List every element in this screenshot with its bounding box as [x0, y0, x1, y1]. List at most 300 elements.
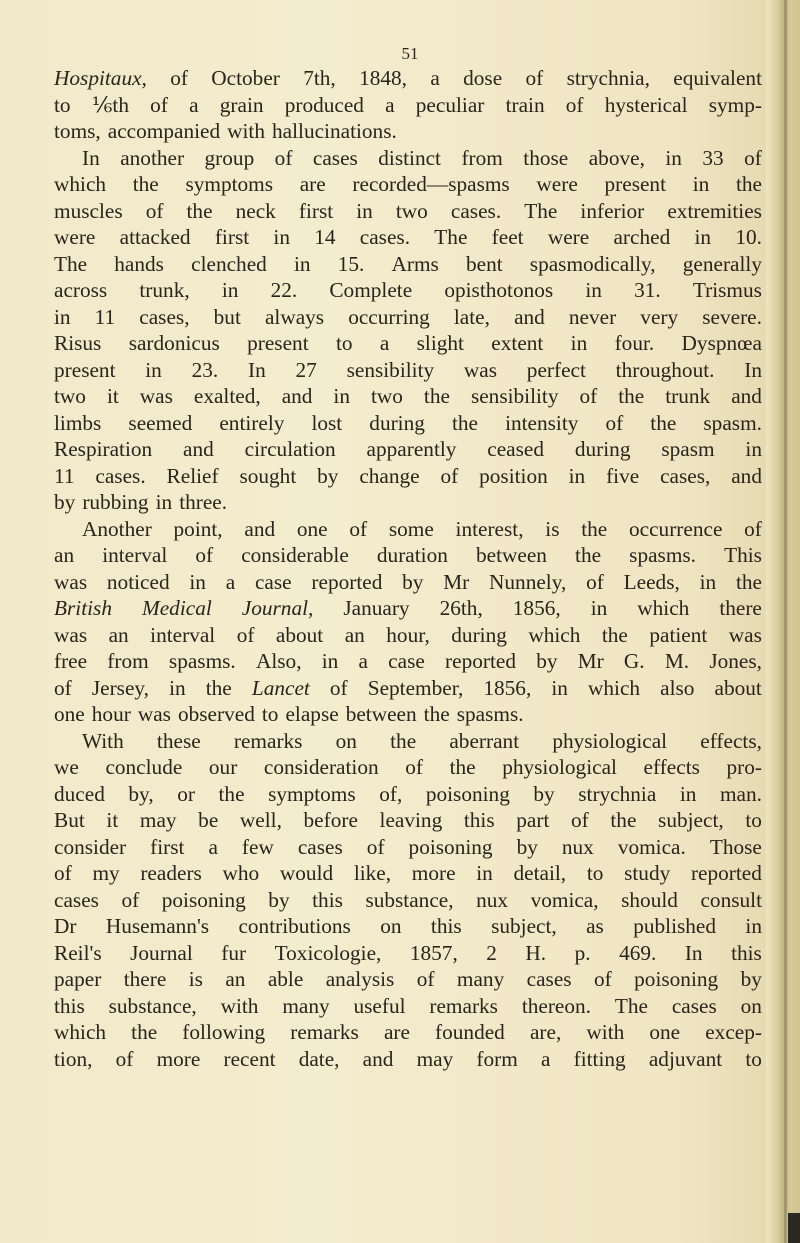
word: to: [586, 861, 604, 885]
word: which: [637, 596, 690, 620]
word: of: [571, 808, 589, 832]
text-line: [54, 701, 762, 728]
word: sought: [239, 463, 297, 488]
word: useful: [353, 993, 406, 1018]
word: of: [579, 384, 598, 408]
word: hallucinations.: [272, 119, 397, 143]
word: by: [268, 887, 290, 912]
word: of: [366, 834, 385, 859]
word: hysterical: [604, 92, 688, 117]
word: Husemann's: [105, 914, 210, 938]
word: thereon.: [521, 993, 591, 1018]
word: may: [139, 808, 177, 832]
word: reported: [311, 569, 383, 594]
word: This: [724, 543, 762, 567]
word: are: [383, 1020, 410, 1044]
word: in: [155, 490, 173, 514]
word: Respiration: [54, 437, 153, 461]
page-gutter-edge: [766, 0, 800, 1243]
text-line: [54, 304, 762, 331]
word: one: [54, 702, 85, 726]
word: 1856,: [483, 675, 532, 700]
word: our: [208, 755, 238, 779]
word: of: [150, 92, 168, 117]
word: 23.: [191, 357, 219, 382]
text-line: [54, 383, 762, 410]
word: perfect: [526, 357, 586, 382]
text-line: [54, 648, 762, 675]
word: few: [241, 834, 274, 859]
word: by: [536, 649, 558, 673]
word: by: [516, 834, 538, 859]
word: across: [54, 278, 108, 302]
word: in: [293, 251, 311, 276]
word: distinct: [378, 145, 441, 170]
word: tion,: [54, 1046, 93, 1071]
word: it: [106, 808, 119, 832]
word: strychnia,: [566, 66, 650, 90]
word: poisoning: [161, 887, 246, 912]
text-line: [54, 118, 762, 145]
word: the: [390, 728, 417, 753]
word: many: [282, 993, 330, 1018]
word: spasms.: [629, 543, 697, 567]
word: to: [261, 702, 279, 726]
word: case: [388, 649, 425, 673]
word: are,: [529, 1020, 562, 1044]
word: analysis: [325, 967, 395, 991]
word: two: [370, 384, 403, 408]
word: was: [463, 357, 498, 382]
text-line: [54, 463, 762, 490]
word: symptoms: [268, 781, 356, 806]
word: throughout.: [615, 357, 715, 382]
text-line: [54, 940, 762, 967]
word: 22.: [270, 278, 298, 302]
word: trunk: [665, 384, 711, 408]
word: were: [547, 225, 590, 249]
word: the: [451, 410, 478, 435]
word: before: [303, 808, 358, 832]
text-line: [54, 622, 762, 649]
word: part: [516, 808, 550, 832]
word: occurrence: [629, 516, 723, 541]
text-line: [54, 595, 762, 622]
word: substance,: [108, 993, 197, 1018]
word: inferior: [580, 198, 645, 223]
word: with: [220, 993, 259, 1018]
word: present: [54, 357, 116, 382]
word: Toxicologie,: [274, 940, 382, 965]
word: consideration: [263, 755, 379, 779]
word: arched: [613, 225, 671, 249]
word: there: [719, 596, 762, 620]
word: of: [236, 622, 255, 647]
word: Journal,: [241, 596, 314, 620]
word: this: [312, 887, 343, 912]
word: it: [106, 384, 119, 408]
word: extent: [491, 331, 544, 355]
word: the: [131, 1020, 158, 1044]
word: an: [108, 622, 129, 647]
word: of: [593, 967, 612, 991]
word: cases: [671, 993, 717, 1018]
word: reported: [690, 861, 762, 885]
word: many: [456, 967, 505, 991]
word: were: [536, 172, 578, 196]
word: subject,: [658, 808, 724, 832]
word: fur: [221, 940, 247, 965]
word: circulation: [244, 437, 336, 461]
word: an: [225, 967, 246, 991]
word: observed: [177, 702, 255, 726]
word: these: [156, 728, 201, 753]
word: more: [156, 1046, 201, 1071]
word: nux: [476, 887, 509, 912]
word: equivalent: [673, 66, 762, 90]
word: man.: [719, 781, 762, 806]
word: about: [714, 675, 762, 700]
word: spasm: [661, 437, 715, 461]
word: With: [82, 728, 124, 753]
word: 33: [702, 145, 724, 170]
word: poisoning: [408, 834, 493, 859]
word: was: [54, 622, 88, 647]
word: Leeds,: [623, 569, 680, 594]
page-corner-shadow: [788, 1213, 800, 1243]
word: p.: [574, 940, 591, 965]
word: 1848,: [359, 66, 407, 90]
word: group: [204, 145, 255, 170]
word: first: [150, 834, 185, 859]
word: The: [614, 993, 648, 1018]
word: in: [679, 781, 697, 806]
word: in: [321, 649, 339, 673]
word: the: [205, 675, 232, 700]
word: of: [115, 1046, 134, 1071]
word: Journal: [130, 940, 193, 965]
word: during: [574, 437, 631, 461]
word: free: [54, 649, 88, 673]
word: of: [440, 463, 459, 488]
word: reported: [445, 649, 516, 673]
word: recorded—spasms: [352, 172, 510, 196]
word: grain: [219, 92, 264, 117]
word: aberrant: [449, 728, 520, 753]
word: train: [505, 92, 545, 117]
text-line: [54, 781, 762, 808]
word: always: [264, 304, 325, 329]
word: the: [186, 198, 213, 223]
word: toms,: [54, 119, 101, 143]
word: in: [551, 675, 568, 700]
word: sardonicus: [128, 331, 220, 355]
word: interval: [150, 622, 216, 647]
word: there: [123, 967, 167, 991]
text-line: [54, 357, 762, 384]
word: consider: [54, 834, 127, 859]
word: in: [54, 304, 71, 329]
word: never: [568, 304, 617, 329]
text-line: [54, 516, 762, 543]
word: 1857,: [409, 940, 458, 965]
word: a: [208, 834, 218, 859]
word: H.: [525, 940, 547, 965]
word: spasms.: [456, 702, 524, 726]
word: and: [731, 463, 762, 488]
word: cases: [526, 967, 572, 991]
text-line: [54, 807, 762, 834]
text-line: [54, 145, 762, 172]
word: above,: [588, 145, 645, 170]
word: patient: [649, 622, 708, 647]
word: attacked: [119, 225, 191, 249]
word: in: [221, 278, 239, 302]
word: first: [214, 225, 250, 249]
word: symptoms: [185, 172, 274, 196]
word: 11: [94, 304, 116, 329]
word: the: [449, 755, 476, 779]
text-line: [54, 728, 762, 755]
word: vomica,: [530, 887, 599, 912]
word: by: [533, 781, 555, 806]
word: 27: [295, 357, 317, 382]
word: hands: [114, 251, 164, 276]
word: occurring: [348, 304, 430, 329]
word: in: [590, 596, 608, 620]
word: who: [222, 861, 260, 885]
word: the: [735, 569, 762, 594]
text-line: [54, 860, 762, 887]
word: this: [463, 808, 495, 832]
word: those: [523, 145, 569, 170]
word: Lancet: [251, 675, 310, 700]
word: lost: [311, 410, 343, 435]
text-line: [54, 65, 762, 92]
word: 14: [314, 225, 336, 249]
word: a: [541, 1046, 551, 1071]
word: symp-: [708, 92, 762, 117]
word: during: [369, 410, 425, 435]
word: of: [744, 516, 762, 541]
text-line: [54, 1046, 762, 1073]
text-line: [54, 330, 762, 357]
word: should: [621, 887, 678, 912]
word: of: [349, 516, 368, 541]
word: in: [665, 145, 682, 170]
word: 1856,: [512, 596, 561, 620]
word: of: [525, 66, 544, 90]
word: 2: [486, 940, 497, 965]
word: accompanied: [107, 119, 221, 143]
word: form: [476, 1046, 518, 1071]
word: cases,: [139, 304, 190, 329]
word: the: [423, 384, 450, 408]
word: my: [92, 861, 120, 885]
word: the: [610, 808, 637, 832]
word: generally: [682, 251, 762, 276]
word: 31.: [634, 278, 661, 302]
word: apparently: [366, 437, 457, 461]
word: the: [601, 622, 628, 647]
word: some: [388, 516, 434, 541]
word: September,: [367, 675, 464, 700]
word: or: [177, 781, 195, 806]
text-line: [54, 993, 762, 1020]
word: about: [275, 622, 324, 647]
word: from: [107, 649, 149, 673]
word: of: [121, 887, 140, 912]
word: conclude: [105, 755, 183, 779]
word: sensibility: [470, 384, 559, 408]
word: cases,: [660, 463, 711, 488]
word: nux: [561, 834, 594, 859]
word: 10.: [735, 225, 762, 249]
word: bent: [465, 251, 503, 276]
word: interval: [102, 543, 168, 567]
word: remarks: [429, 993, 498, 1018]
word: spasmodically,: [529, 251, 656, 276]
word: ceased: [487, 437, 545, 461]
word: limbs: [54, 410, 102, 435]
word: elapse: [285, 702, 339, 726]
word: published: [633, 914, 717, 938]
word: The: [524, 198, 558, 223]
word: Trismus: [692, 278, 762, 302]
word: Dyspnœa: [681, 331, 762, 355]
word: a: [385, 92, 395, 117]
word: The: [54, 251, 88, 276]
word: produced: [284, 92, 364, 117]
word: change: [359, 463, 420, 488]
word: would: [279, 861, 334, 885]
word: five: [606, 463, 640, 488]
word: duced: [54, 781, 105, 806]
word: between: [345, 702, 417, 726]
word: and: [281, 384, 313, 408]
text-line: [54, 834, 762, 861]
word: two: [395, 198, 428, 223]
text-line: [54, 436, 762, 463]
word: following: [182, 1020, 266, 1044]
word: Relief: [166, 463, 219, 488]
word: paper: [54, 967, 102, 991]
word: first: [298, 198, 334, 223]
text-line: [54, 913, 762, 940]
text-line: [54, 277, 762, 304]
word: of: [586, 569, 604, 594]
word: with: [227, 119, 265, 143]
text-line: [54, 92, 762, 119]
text-line: [54, 754, 762, 781]
word: this: [430, 914, 462, 938]
word: of: [274, 145, 293, 170]
word: clenched: [191, 251, 267, 276]
text-line: [54, 887, 762, 914]
word: by: [402, 569, 424, 594]
word: on: [740, 993, 762, 1018]
word: 469.: [619, 940, 657, 965]
word: Nunnely,: [489, 569, 567, 594]
word: like,: [353, 861, 392, 885]
word: noticed: [106, 569, 170, 594]
word: Jersey,: [91, 675, 149, 700]
word: In: [744, 357, 762, 382]
word: and: [362, 1046, 394, 1071]
word: exalted,: [193, 384, 261, 408]
word: Hospitaux,: [54, 66, 147, 90]
word: founded: [435, 1020, 505, 1044]
word: with: [586, 1020, 625, 1044]
word: may: [416, 1046, 454, 1071]
word: case: [254, 569, 292, 594]
word: leaving: [379, 808, 443, 832]
word: cases: [312, 145, 358, 170]
word: neck: [235, 198, 276, 223]
word: hour,: [386, 622, 430, 647]
word: which: [54, 172, 107, 196]
word: during: [451, 622, 507, 647]
word: on: [380, 914, 402, 938]
word: muscles: [54, 198, 123, 223]
word: Jones,: [709, 649, 762, 673]
word: extremities: [667, 198, 762, 223]
word: of: [195, 543, 214, 567]
word: an: [344, 622, 365, 647]
word: duration: [376, 543, 448, 567]
word: we: [54, 755, 79, 779]
word: was: [137, 702, 171, 726]
word: is: [188, 967, 203, 991]
word: In: [684, 940, 703, 965]
word: present: [247, 331, 309, 355]
word: more: [411, 861, 456, 885]
word: by: [317, 463, 339, 488]
word: in: [189, 569, 206, 594]
body-text: [54, 65, 762, 1072]
word: as: [586, 914, 604, 938]
word: this: [54, 993, 85, 1018]
word: to: [335, 331, 353, 355]
word: present: [604, 172, 666, 196]
word: in: [476, 861, 493, 885]
text-line: [54, 171, 762, 198]
word: cases.: [359, 225, 411, 249]
word: of: [170, 66, 188, 90]
word: remarks: [290, 1020, 359, 1044]
word: severe.: [702, 304, 762, 329]
word: another: [120, 145, 185, 170]
word: the: [581, 516, 608, 541]
word: study: [624, 861, 671, 885]
word: an: [54, 543, 75, 567]
word: are: [299, 172, 326, 196]
word: was: [728, 622, 762, 647]
word: Those: [709, 834, 762, 859]
word: and: [183, 437, 214, 461]
word: pro-: [726, 755, 762, 779]
word: the: [218, 781, 245, 806]
word: between: [475, 543, 547, 567]
text-line: [54, 542, 762, 569]
word: spasms.: [168, 649, 236, 673]
word: two: [54, 384, 86, 408]
word: trunk,: [139, 278, 190, 302]
word: by: [54, 490, 76, 514]
word: in: [356, 198, 373, 223]
word: is: [545, 516, 560, 541]
word: was: [54, 569, 88, 594]
